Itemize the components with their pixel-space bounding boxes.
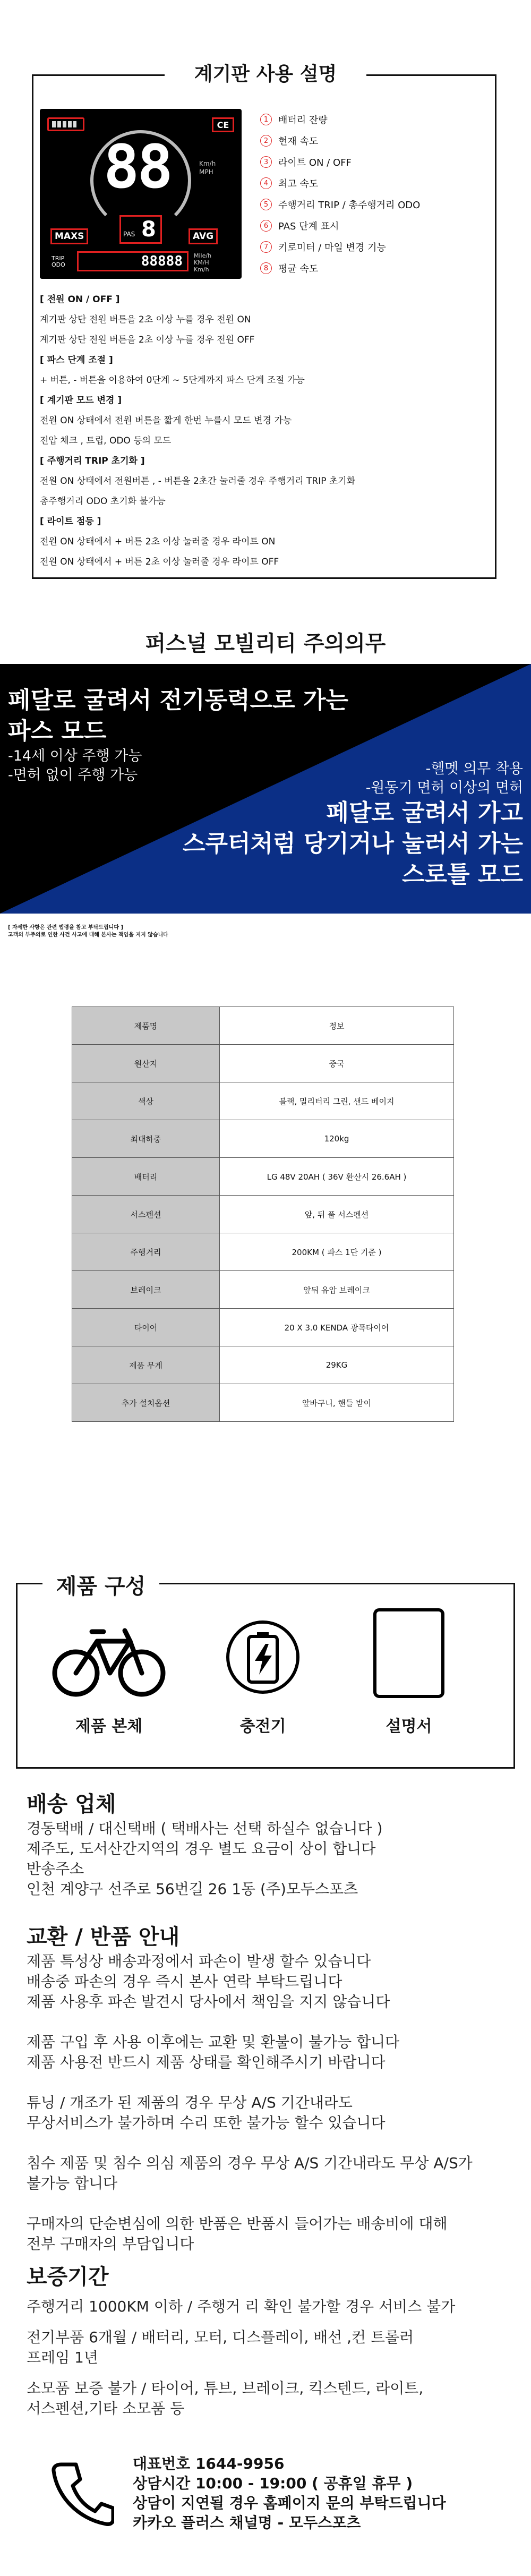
returns-line: 튜닝 / 개조가 된 제품의 경우 무상 A/S 기간내라도: [27, 2094, 353, 2111]
spec-key: 브레이크: [72, 1271, 220, 1309]
returns-line: 구매자의 단순변심에 의한 반품은 반품시 들어가는 배송비에 대해: [27, 2215, 448, 2232]
shipping-line: 반송주소: [27, 1860, 84, 1878]
legend-number: 7: [260, 241, 272, 253]
pas-condition-1: -14세 이상 주행 가능: [8, 748, 142, 764]
display-speed: 88: [104, 133, 171, 202]
display-speed-unit: Km/h MPH: [199, 160, 216, 176]
instruction-line: 총주행거리 ODO 초기화 불가능: [40, 496, 166, 507]
shipping-line: 인천 계양구 선주로 56번길 26 1동 (주)모두스포츠: [27, 1880, 358, 1898]
caution-title: 퍼스널 모빌리티 주의의무: [145, 632, 386, 656]
spec-key: 배터리: [72, 1158, 220, 1196]
legend-number: 4: [260, 177, 272, 189]
instruction-heading: [ 전원 ON / OFF ]: [40, 294, 120, 305]
legend-row: [260, 173, 420, 194]
warranty-line: 프레임 1년: [27, 2349, 98, 2366]
contact-line: 카카오 플러스 채널명 - 모두스포츠: [133, 2514, 361, 2531]
table-row: [72, 1271, 454, 1309]
manual-title: 계기판 사용 설명: [165, 63, 366, 86]
contact-line: 상담시간 10:00 - 19:00 ( 공휴일 휴무 ): [133, 2475, 413, 2492]
spec-key: 추가 설치옵션: [72, 1384, 220, 1422]
spec-key: 제품 무게: [72, 1346, 220, 1384]
table-row: [72, 1346, 454, 1384]
warranty-spacer: [27, 2368, 504, 2378]
legend-row: [260, 258, 420, 279]
legend-row: [260, 194, 420, 215]
legend-row: [260, 215, 420, 236]
display-odo: 88888: [77, 251, 189, 271]
returns-section: [27, 1923, 504, 2254]
component-label: 충전기: [239, 1717, 286, 1736]
table-row: [72, 1196, 454, 1233]
instruction-line: 계기판 상단 전원 버튼을 2초 이상 누를 경우 전원 OFF: [40, 335, 255, 345]
returns-line: 배송중 파손의 경우 즉시 본사 연락 부탁드립니다: [27, 1973, 342, 1990]
spec-key: 색상: [72, 1082, 220, 1120]
spec-key: 타이어: [72, 1309, 220, 1346]
returns-title: 교환 / 반품 안내: [27, 1925, 180, 1949]
warranty-line: 서스펜션,기타 소모품 등: [27, 2400, 185, 2417]
display-odo-label: TRIP ODO: [52, 255, 65, 268]
throttle-heading-2: 스쿠터처럼 당기거나 눌러서 가는: [182, 830, 523, 857]
spec-value: 120kg: [220, 1120, 454, 1158]
table-row: [72, 1007, 454, 1045]
contact-info: [133, 2454, 446, 2532]
warranty-section: [27, 2263, 504, 2419]
warranty-line: 주행거리 1000KM 이하 / 주행거 리 확인 불가할 경우 서비스 불가: [27, 2298, 456, 2315]
instruction-heading: [ 계기판 모드 변경 ]: [40, 395, 122, 406]
legend-number: 3: [260, 156, 272, 168]
instruction-line: 전압 체크 , 트립, ODO 등의 모드: [40, 436, 172, 446]
warranty-spacer: [27, 2317, 504, 2327]
legend-row: [260, 151, 420, 173]
legend-number: 1: [260, 114, 272, 125]
table-row: [72, 1045, 454, 1082]
spec-value: LG 48V 20AH ( 36V 환산시 26.6AH ): [220, 1158, 454, 1196]
legend-text: PAS 단계 표시: [278, 221, 339, 232]
legend-number: 8: [260, 262, 272, 274]
table-row: [72, 1120, 454, 1158]
battery-icon: [47, 117, 84, 131]
shipping-section: [27, 1790, 504, 1899]
display-distance-unit: Mile/h KM/H Km/h: [194, 252, 212, 273]
spec-value: 20 X 3.0 KENDA 광폭타이어: [220, 1309, 454, 1346]
pas-heading-2: 파스 모드: [8, 718, 107, 745]
returns-line: 침수 제품 및 침수 의심 제품의 경우 무상 A/S 기간내라도 무상 A/S가: [27, 2154, 473, 2172]
spec-key: 주행거리: [72, 1233, 220, 1271]
spec-value: 앞뒤 유압 브레이크: [220, 1271, 454, 1309]
table-row: [72, 1158, 454, 1196]
spec-value: 중국: [220, 1045, 454, 1082]
table-row: [72, 1384, 454, 1422]
spec-value: 정보: [220, 1007, 454, 1045]
returns-line: 무상서비스가 불가하며 수리 또한 불가능 할수 있습니다: [27, 2114, 386, 2131]
fine-print-line: 고객의 부주의로 인한 사건 사고에 대해 본사는 책임을 지지 않습니다: [8, 932, 168, 938]
display-legend: [260, 109, 420, 279]
spec-value: 29KG: [220, 1346, 454, 1384]
returns-line: 제품 구입 후 사용 이후에는 교환 및 환불이 불가능 합니다: [27, 2033, 400, 2051]
legend-number: 5: [260, 199, 272, 210]
shipping-line: 제주도, 도서산간지역의 경우 별도 요금이 상이 합니다: [27, 1840, 376, 1857]
legend-number: 2: [260, 135, 272, 147]
returns-line: 전부 구매자의 부담입니다: [27, 2235, 194, 2253]
legend-text: 키로미터 / 마일 변경 기능: [278, 242, 386, 253]
instruction-line: 전원 ON 상태에서 + 버튼 2초 이상 눌러줄 경우 라이트 OFF: [40, 557, 279, 567]
legend-text: 최고 속도: [278, 178, 319, 190]
legend-text: 현재 속도: [278, 136, 319, 147]
legend-row: [260, 130, 420, 151]
phone-icon: [50, 2459, 114, 2528]
legend-text: 평균 속도: [278, 263, 319, 275]
throttle-mode-text: [183, 760, 523, 890]
throttle-heading-1: 페달로 굴려서 가고: [326, 799, 523, 826]
spec-key: 서스펜션: [72, 1196, 220, 1233]
spec-value: 200KM ( 파스 1단 기준 ): [220, 1233, 454, 1271]
returns-spacer: [27, 2072, 504, 2093]
spec-table: [72, 1006, 454, 1422]
spec-value: 앞바구니, 핸들 받이: [220, 1384, 454, 1422]
returns-line: 제품 특성상 배송과정에서 파손이 발생 할수 있습니다: [27, 1952, 371, 1970]
warranty-title: 보증기간: [27, 2265, 109, 2289]
table-row: [72, 1309, 454, 1346]
throttle-condition-1: -헬멧 의무 착용: [425, 761, 523, 777]
component-label: 제품 본체: [75, 1717, 143, 1736]
display-pas-box: [119, 215, 162, 244]
throttle-condition-2: -원동기 면허 이상의 면허: [365, 780, 523, 796]
display-avg: AVG: [189, 228, 218, 244]
charger-icon: [223, 1617, 303, 1697]
table-row: [72, 1082, 454, 1120]
display-maxs: MAXS: [50, 228, 88, 244]
table-row: [72, 1233, 454, 1271]
returns-line: 제품 사용전 반드시 제품 상태를 확인해주시기 바랍니다: [27, 2053, 386, 2071]
fine-print-line: [ 자세한 사항은 관련 법령을 참고 부탁드립니다 ]: [8, 925, 124, 931]
instruction-heading: [ 주행거리 TRIP 초기화 ]: [40, 456, 145, 466]
shipping-title: 배송 업체: [27, 1792, 116, 1816]
bicycle-icon: [50, 1620, 167, 1700]
instruction-heading: [ 라이트 점등 ]: [40, 516, 101, 527]
display-pas-label: PAS: [123, 231, 135, 238]
spec-key: 원산지: [72, 1045, 220, 1082]
spec-key: 제품명: [72, 1007, 220, 1045]
components-title: 제품 구성: [42, 1570, 159, 1600]
legend-text: 라이트 ON / OFF: [278, 157, 352, 168]
legend-number: 6: [260, 220, 272, 232]
returns-spacer: [27, 2012, 504, 2032]
display-pas-value: 8: [141, 217, 156, 242]
instruction-line: 전원 ON 상태에서 전원버튼 , - 버튼을 2초간 눌러줄 경우 주행거리 TRIP 초기화: [40, 476, 356, 487]
contact-line: 대표번호 1644-9956: [133, 2455, 285, 2472]
instruction-line: + 버튼, - 버튼을 이용하여 0단계 ~ 5단계까지 파스 단계 조절 가능: [40, 375, 305, 386]
warranty-line: 소모품 보증 불가 / 타이어, 튜브, 브레이크, 킥스텐드, 라이트,: [27, 2379, 424, 2397]
legend-text: 주행거리 TRIP / 총주행거리 ODO: [278, 200, 421, 211]
manual-instructions: [40, 289, 486, 572]
returns-line: 불가능 합니다: [27, 2174, 118, 2192]
dashboard-display-image: [40, 109, 242, 279]
legend-text: 배터리 잔량: [278, 115, 328, 126]
ce-mark: CE: [212, 117, 234, 132]
legend-row: [260, 236, 420, 258]
legal-fine-print: [8, 924, 168, 939]
spec-value: 블랙, 밀리터리 그린, 샌드 베이지: [220, 1082, 454, 1120]
warranty-line: 전기부품 6개월 / 배터리, 모터, 디스플레이, 배선 ,컨 트롤러: [27, 2328, 414, 2346]
component-label: 설명서: [386, 1717, 432, 1736]
returns-line: 제품 사용후 파손 발견시 당사에서 책임을 지지 않습니다: [27, 1993, 390, 2010]
returns-spacer: [27, 2194, 504, 2214]
pas-condition-2: -면허 없이 주행 가능: [8, 767, 138, 783]
instruction-line: 전원 ON 상태에서 + 버튼 2초 이상 눌러줄 경우 라이트 ON: [40, 536, 276, 547]
returns-spacer: [27, 2133, 504, 2153]
spec-value: 앞, 뒤 풀 서스펜션: [220, 1196, 454, 1233]
manual-icon: [372, 1607, 446, 1700]
instruction-line: 전원 ON 상태에서 전원 버튼을 짧게 한번 누를시 모드 변경 가능: [40, 415, 292, 426]
spec-key: 최대하중: [72, 1120, 220, 1158]
instruction-line: 계기판 상단 전원 버튼을 2초 이상 누를 경우 전원 ON: [40, 314, 251, 325]
contact-line: 상담이 지연될 경우 홈페이지 문의 부탁드립니다: [133, 2494, 446, 2512]
shipping-line: 경동택배 / 대신택배 ( 택배사는 선택 하실수 없습니다 ): [27, 1820, 383, 1837]
instruction-heading: [ 파스 단계 조절 ]: [40, 355, 113, 365]
pas-heading-1: 페달로 굴려서 전기동력으로 가는: [8, 687, 349, 714]
throttle-heading-3: 스로틀 모드: [402, 861, 523, 888]
legend-row: [260, 109, 420, 130]
